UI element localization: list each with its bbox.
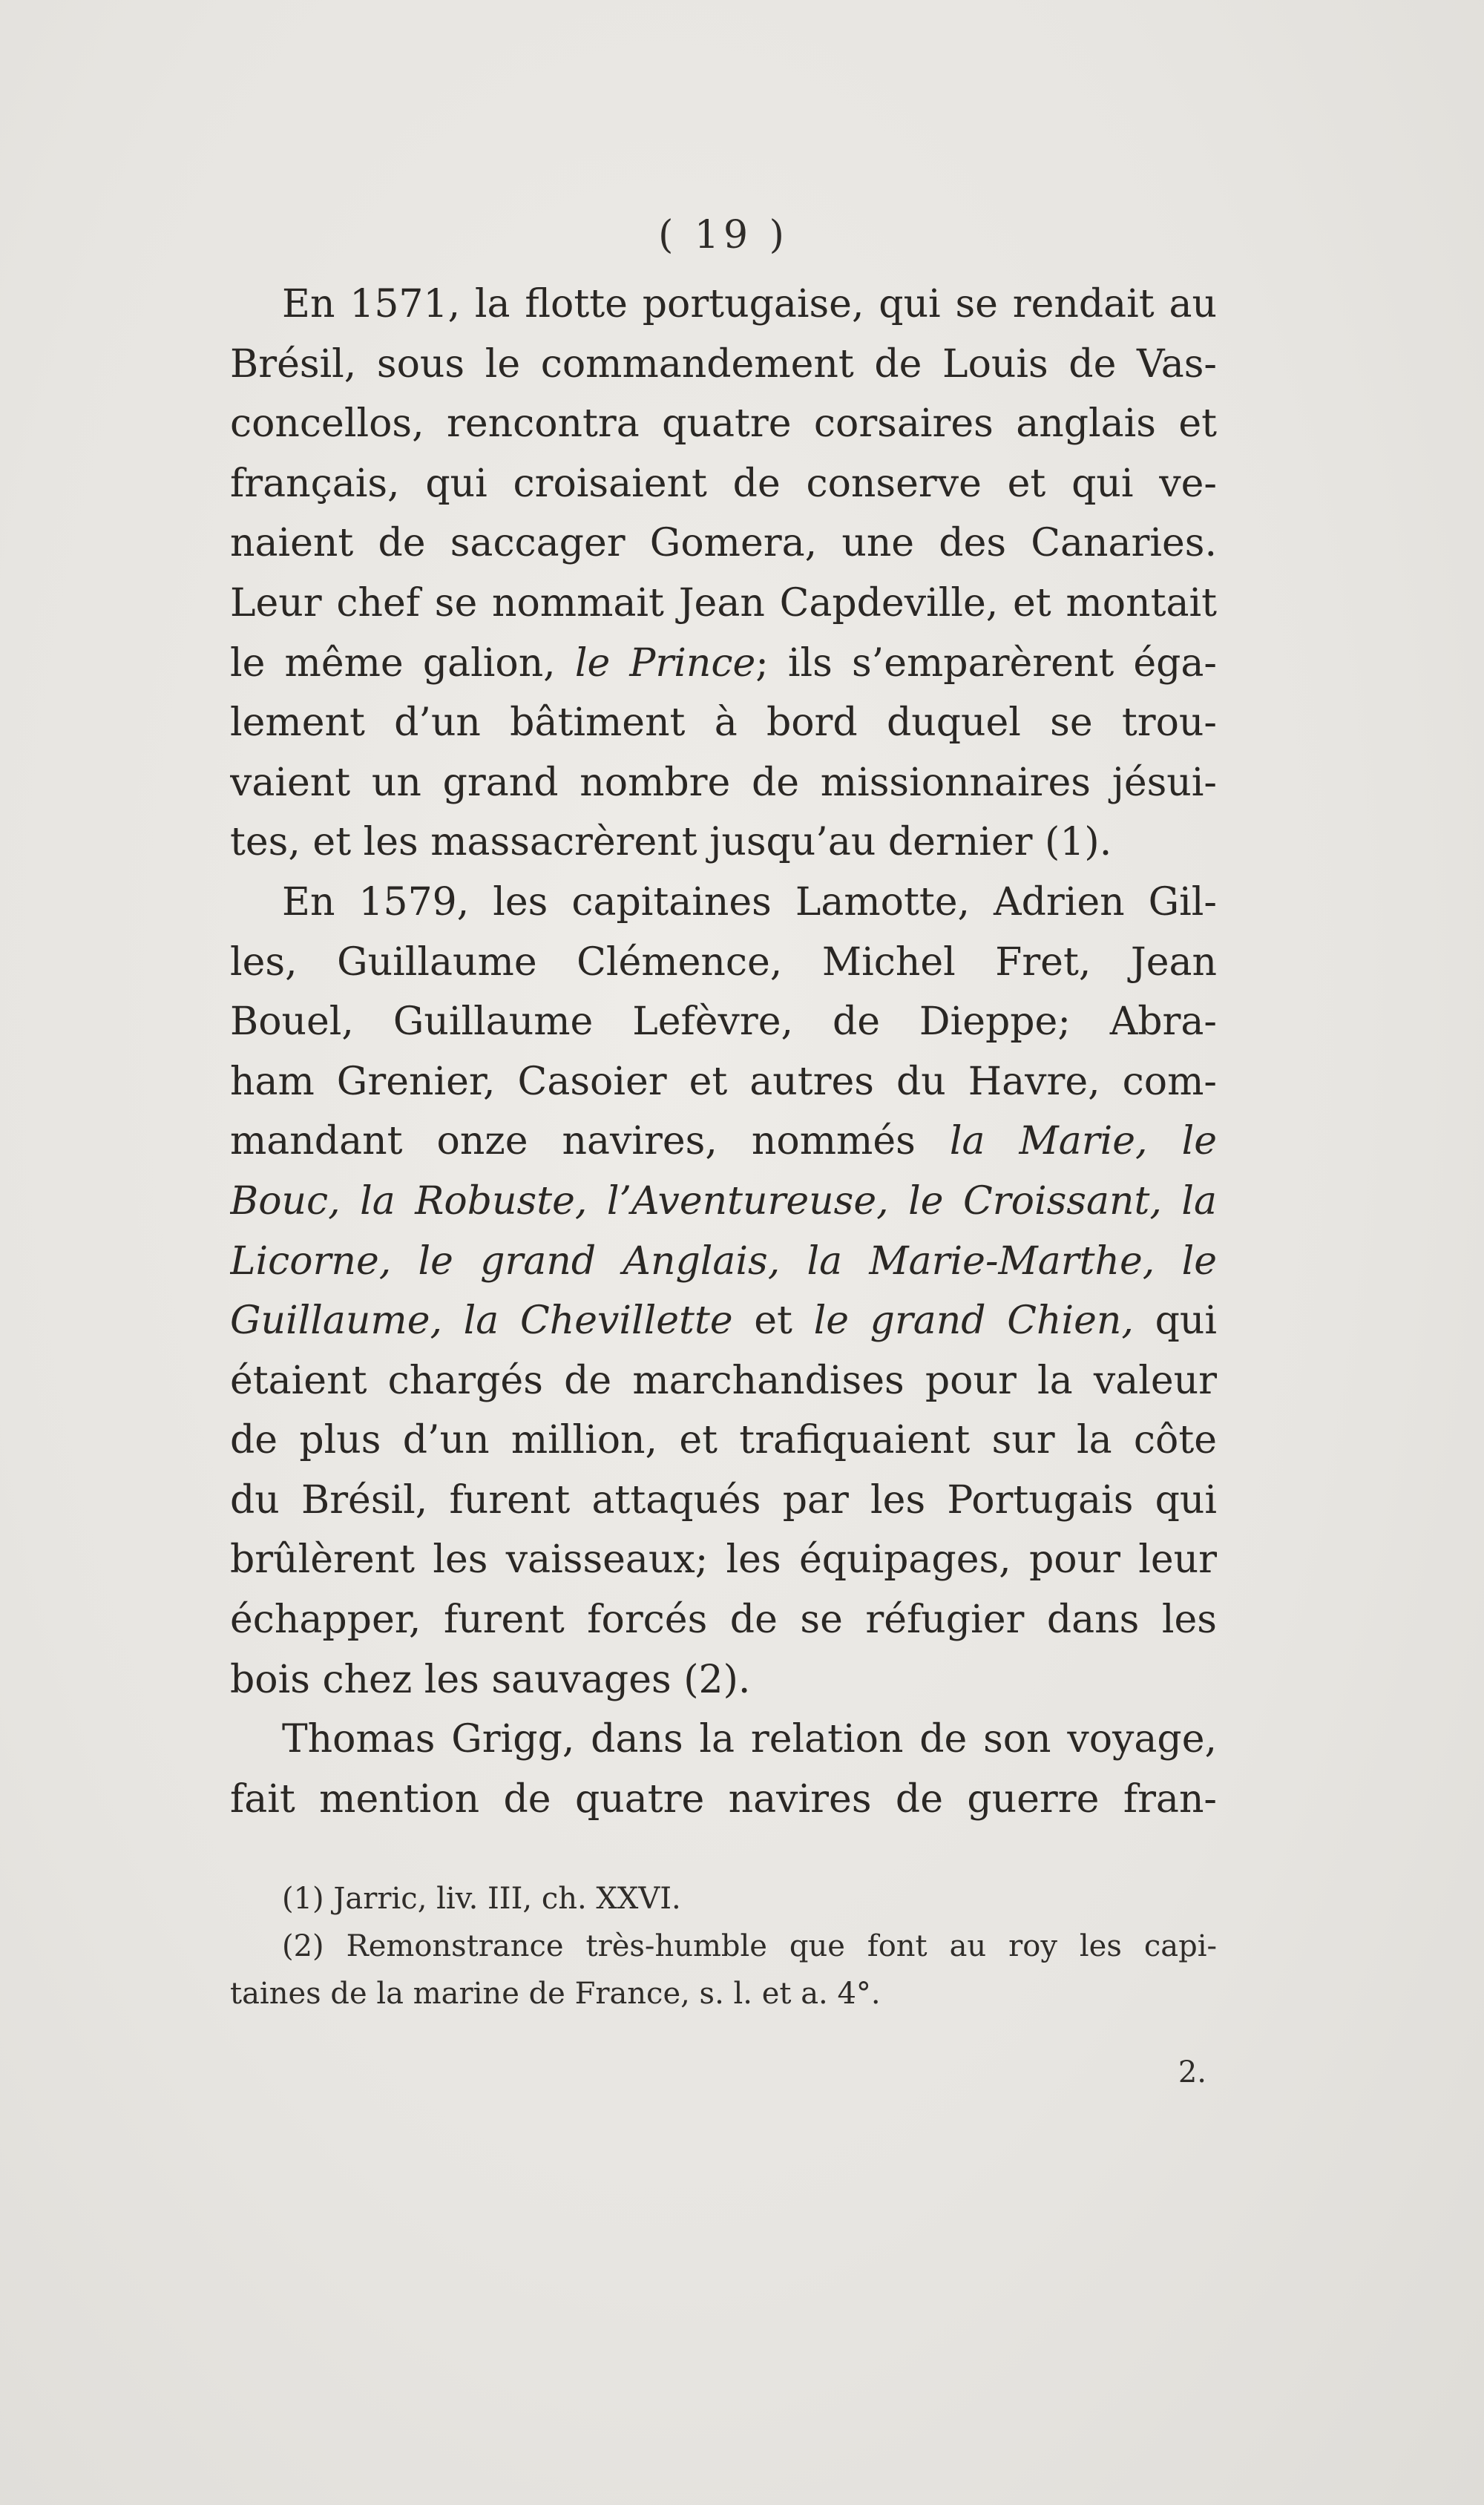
italic-ship-names: Licorne, le grand Anglais, la Marie-Marthe, le [230,1238,1217,1284]
footnote-2-continuation: taines de la marine de France, s. l. et a. 4°. [230,1977,881,2012]
text-line: les, Guillaume Clémence, Michel Fret, Jean [230,939,1217,985]
italic-ship-names: Guillaume, la Chevillette [230,1299,733,1344]
text-line: du Brésil, furent attaqués par les Portugais qui [230,1477,1217,1523]
footnotes [230,1875,1217,2018]
text-line: ham Grenier, Casoier et autres du Havre, com- [230,1059,1217,1104]
text-line [230,1291,1217,1351]
paragraph-2 [230,873,1217,1710]
text-line [230,634,1217,694]
text-line: tes, et les massacrèrent jusqu’au dernier (1). [230,820,1112,865]
footnote-2: (2) Remonstrance très-humble que font au roy les capi- [282,1929,1217,1964]
text-line: brûlèrent les vaisseaux; les équipages, pour leur [230,1537,1217,1583]
footnote-1: (1) Jarric, liv. III, ch. XXVI. [282,1882,681,1917]
text-line: vaient un grand nombre de missionnaires jésui- [230,760,1217,805]
text-line: de plus d’un million, et trafiquaient sur la côte [230,1418,1217,1463]
text-line: En 1571, la flotte portugaise, qui se rendait au [282,282,1217,326]
text-line: naient de saccager Gomera, une des Canaries. [230,521,1217,566]
text-line: lement d’un bâtiment à bord duquel se trou- [230,700,1217,746]
text-line: En 1579, les capitaines Lamotte, Adrien Gil- [282,879,1217,925]
text-line: étaient chargés de marchandises pour la valeur [230,1358,1217,1403]
paragraph-3 [230,1710,1217,1829]
text-line: échapper, furent forcés de se réfugier dans les [230,1598,1217,1643]
text-line: Brésil, sous le commandement de Louis de Vas- [230,341,1217,387]
paragraph-1 [230,275,1217,873]
signature-mark: 2. [1178,2055,1206,2090]
text-line: Thomas Grigg, dans la relation de son voyage, [282,1717,1217,1762]
text-segment: et [732,1299,814,1344]
text-segment: ; ils s’emparèrent éga- [755,640,1217,686]
text-line: Bouel, Guillaume Lefèvre, de Dieppe; Abra- [230,999,1217,1045]
italic-ship-names: la Marie, le [949,1119,1217,1164]
italic-ship-names: le grand Chien, [813,1299,1134,1344]
page-number: ( 19 ) [658,213,789,257]
italic-ship-names: Bouc, la Robuste, l’Aventureuse, le Croissant, la [230,1178,1217,1224]
text-segment: mandant onze navires, nommés [230,1119,950,1164]
text-segment: le même galion, [230,640,575,686]
text-segment: qui [1133,1299,1217,1344]
text-line: fait mention de quatre navires de guerre fran- [230,1776,1217,1822]
text-line: concellos, rencontra quatre corsaires anglais et [230,401,1217,447]
text-line: Leur chef se nommait Jean Capdeville, et montait [230,580,1217,626]
text-line [230,1112,1217,1172]
text-block [230,209,1217,2095]
text-line: bois chez les sauvages (2). [230,1657,751,1702]
text-line: français, qui croisaient de conserve et qui ve- [230,461,1217,506]
italic-title: le Prince [574,640,756,686]
